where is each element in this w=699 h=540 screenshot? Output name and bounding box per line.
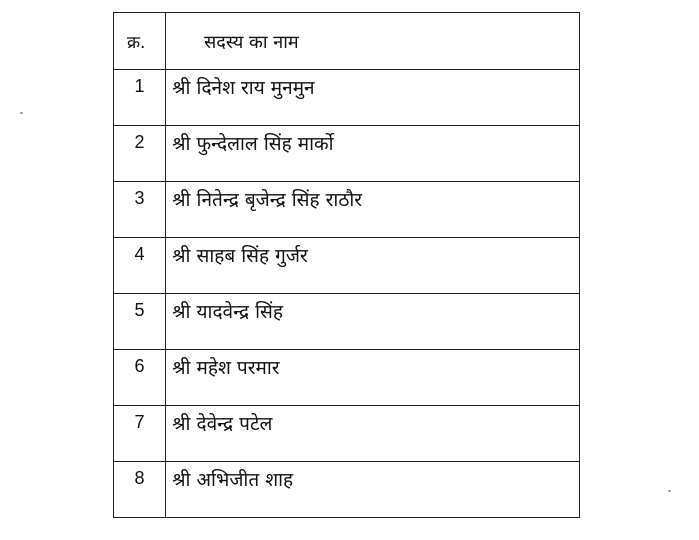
- name-cell: [166, 406, 580, 462]
- serial-number: 8: [134, 468, 145, 488]
- scan-speck: [20, 112, 23, 114]
- serial-header-cell: [114, 13, 166, 70]
- serial-number: 4: [134, 244, 145, 264]
- serial-cell: [114, 406, 166, 462]
- serial-number: 3: [134, 188, 145, 208]
- member-name: श्री महेश परमार: [172, 357, 280, 379]
- serial-cell: [114, 126, 166, 182]
- name-header: सदस्य का नाम: [204, 32, 299, 53]
- table-row: [114, 182, 580, 238]
- name-cell: [166, 182, 580, 238]
- serial-cell: [114, 182, 166, 238]
- member-name: श्री फुन्देलाल सिंह मार्को: [172, 133, 334, 155]
- table-header-row: [114, 13, 580, 70]
- member-name: श्री नितेन्द्र बृजेन्द्र सिंह राठौर: [172, 189, 363, 211]
- table-row: [114, 294, 580, 350]
- name-header-cell: [166, 13, 580, 70]
- serial-header: क्र.: [127, 33, 146, 53]
- member-name: श्री साहब सिंह गुर्जर: [172, 245, 308, 267]
- table-row: [114, 70, 580, 126]
- serial-cell: [114, 238, 166, 294]
- members-table: [113, 12, 580, 518]
- name-cell: [166, 462, 580, 518]
- table-row: [114, 238, 580, 294]
- name-cell: [166, 294, 580, 350]
- serial-number: 2: [134, 132, 145, 152]
- serial-cell: [114, 462, 166, 518]
- serial-number: 5: [134, 300, 145, 320]
- serial-cell: [114, 294, 166, 350]
- table-row: [114, 462, 580, 518]
- member-name: श्री देवेन्द्र पटेल: [172, 413, 273, 435]
- table-row: [114, 350, 580, 406]
- member-name: श्री दिनेश राय मुनमुन: [172, 77, 315, 99]
- serial-number: 7: [134, 412, 145, 432]
- serial-number: 1: [134, 76, 145, 96]
- name-cell: [166, 238, 580, 294]
- table-row: [114, 406, 580, 462]
- serial-cell: [114, 350, 166, 406]
- table-row: [114, 126, 580, 182]
- name-cell: [166, 126, 580, 182]
- name-cell: [166, 350, 580, 406]
- member-name: श्री यादवेन्द्र सिंह: [172, 301, 283, 323]
- serial-cell: [114, 70, 166, 126]
- name-cell: [166, 70, 580, 126]
- member-name: श्री अभिजीत शाह: [172, 469, 294, 491]
- serial-number: 6: [134, 356, 145, 376]
- scan-speck: [668, 490, 671, 492]
